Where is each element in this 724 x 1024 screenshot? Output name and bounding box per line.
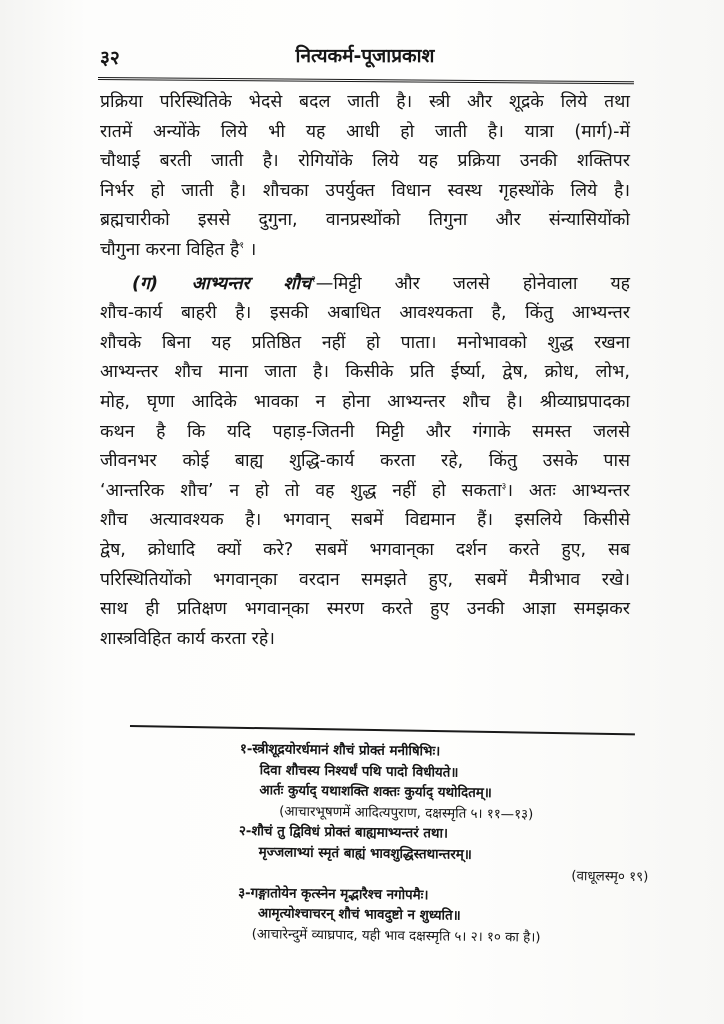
- body-text: [100, 88, 630, 654]
- footnote-verse-line: ३-गङ्गातोयेन कृत्स्नेन मृद्भारैश्च नगोपमैः।: [238, 885, 429, 903]
- page-number: ३२: [100, 47, 120, 69]
- footnote-source: (वाधूलस्मृ० १९): [571, 869, 649, 885]
- footnote-3: [237, 883, 658, 950]
- text-line: कथन है कि यदि पहाड़-जितनी मिट्टी और गंगाके समस्त जलसे: [100, 421, 630, 442]
- text-line: शास्त्रविहित कार्य करता रहे।: [100, 628, 275, 649]
- text-line: [100, 270, 630, 300]
- footnote-verse-line: दिवा शौचस्य निश्यर्धं पथि पादो विधीयते॥: [259, 762, 459, 781]
- text-line: ब्रह्मचारीको इससे दुगुना, वानप्रस्थोंको तिगुना और संन्यासियोंको: [100, 210, 630, 231]
- text-line: निर्भर हो जाती है। शौचका उपर्युक्त विधान स्वस्थ गृहस्थोंके लिये है।: [100, 180, 630, 201]
- footnote-ref-1: १: [239, 241, 245, 252]
- paragraph-2: [100, 266, 630, 655]
- paragraph-1: [100, 88, 630, 266]
- header-rule: [98, 77, 634, 84]
- running-title: नित्यकर्म-पूजाप्रकाश: [295, 45, 435, 67]
- text-line: जीवनभर कोई बाह्य शुद्धि-कार्य करता रहे, किंतु उसके पास: [100, 451, 630, 472]
- text-line: शौच अत्यावश्यक है। भगवान् सबमें विद्यमान हैं। इसलिये किसीसे: [100, 510, 630, 531]
- text-fragment: चौगुना करना विहित है: [100, 239, 240, 260]
- page-header: [100, 40, 630, 70]
- footnote-verse-line: आर्तः कुर्याद् यथाशक्ति शक्तः कुर्याद् यथोदितम्॥: [259, 783, 492, 802]
- text-line: रातमें अन्योंके लिये भी यह आधी हो जाती है। यात्रा (मार्ग)-में: [100, 121, 630, 142]
- text-line: आभ्यन्तर शौच माना जाता है। किसीके प्रति ईर्ष्या, द्वेष, क्रोध, लोभ,: [100, 362, 630, 383]
- text-line: [100, 236, 630, 266]
- footnote-verse-line: मृज्जलाभ्यां स्मृतं बाह्यं भावशुद्धिस्तथान्तरम्॥: [258, 844, 472, 863]
- text-line: परिस्थितियोंको भगवान्‌का वरदान समझते हुए, सबमें मैत्रीभाव रखे।: [100, 569, 630, 590]
- footnote-verse-line: आमृत्योश्चाचरन् शौचं भावदुष्टो न शुध्यति॥: [257, 906, 461, 924]
- text-line: शौचके बिना यह प्रतिष्ठित नहीं हो पाता। मनोभावको शुद्ध रखना: [100, 332, 630, 353]
- footnote-2: [238, 822, 659, 889]
- footnote-source: (आचारेन्दुमें व्याघ्रपाद, यही भाव दक्षस्मृति ५। २। १० का है।): [251, 926, 541, 946]
- footnote-verse-line: २-शौचं तु द्विविधं प्रोक्तं बाह्यमाभ्यन्तरं तथा।: [238, 823, 449, 842]
- text-line: प्रक्रिया परिस्थितिके भेदसे बदल जाती है। स्त्री और शूद्रके लिये तथा: [100, 92, 630, 112]
- footnote-rule: [130, 725, 635, 735]
- text-fragment: । अतः आभ्यन्तर: [506, 480, 630, 501]
- footnote-ref-3: ३: [501, 481, 507, 492]
- footnote-source: (आचारभूषणमें आदित्यपुराण, दक्षस्मृति ५। ११—१३): [279, 803, 534, 823]
- text-line: [100, 477, 630, 507]
- text-line: शौच-कार्य बाहरी है। इसकी अबाधित आवश्यकता है, किंतु आभ्यन्तर: [100, 303, 630, 324]
- text-fragment: ।: [249, 239, 257, 260]
- footnote-ref-2: २: [311, 274, 316, 285]
- footnotes: [237, 740, 659, 950]
- text-line: चौथाई बरती जाती है। रोगियोंके लिये यह प्रक्रिया उनकी शक्तिपर: [100, 151, 630, 172]
- text-line: साथ ही प्रतिक्षण भगवान्‌का स्मरण करते हुए उनकी आज्ञा समझकर: [100, 599, 630, 620]
- footnote-1: [239, 740, 660, 827]
- section-heading: (ग) आभ्यन्तर शौच: [132, 273, 312, 294]
- text-line: द्वेष, क्रोधादि क्यों करे? सबमें भगवान्‌का दर्शन करते हुए, सब: [100, 539, 630, 560]
- text-fragment: ‘आन्तरिक शौच’ न हो तो वह शुद्ध नहीं हो सकता: [100, 480, 502, 501]
- text-fragment: —मिट्टी और जलसे होनेवाला यह: [315, 273, 631, 294]
- footnote-verse-line: १-स्त्रीशूद्रयोरर्धमानं शौचं प्रोक्तं मनीषिभिः।: [239, 741, 441, 760]
- text-line: मोह, घृणा आदिके भावका न होना आभ्यन्तर शौच है। श्रीव्याघ्रपादका: [100, 391, 630, 412]
